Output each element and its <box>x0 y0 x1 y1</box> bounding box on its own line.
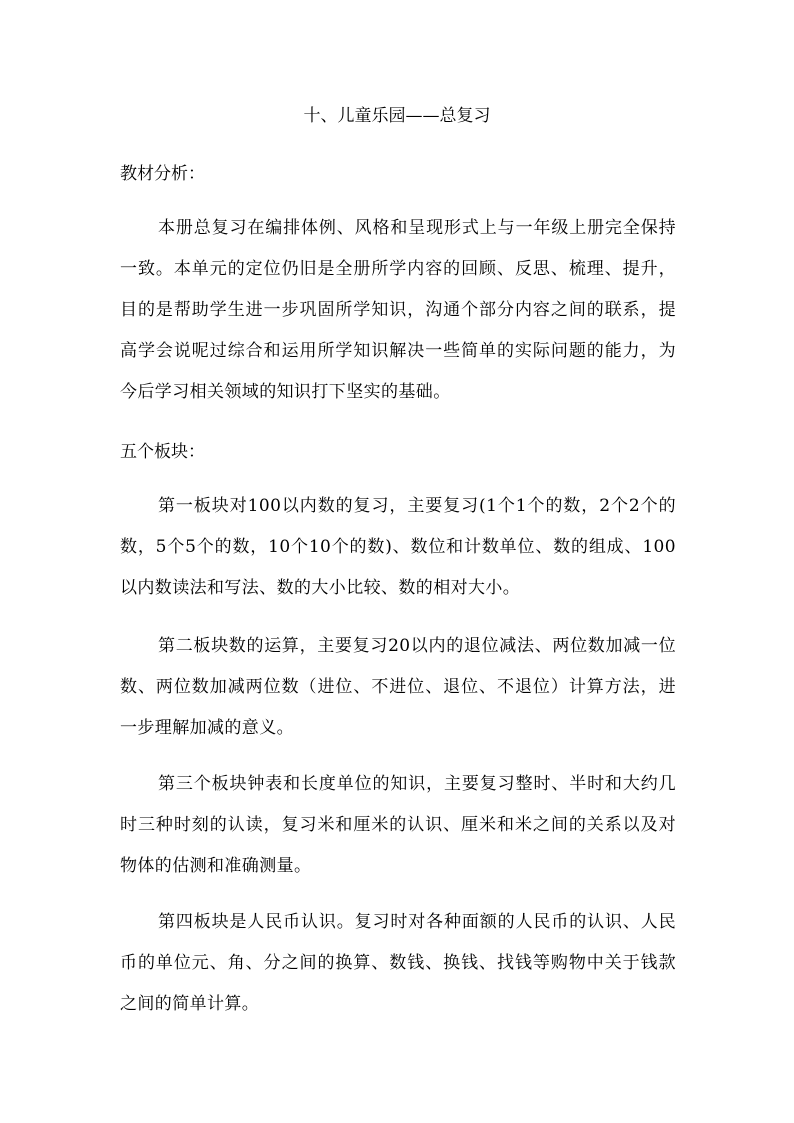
section-heading-analysis: 教材分析： <box>120 164 205 184</box>
block-paragraph-2: 第二板块数的运算，主要复习20以内的退位减法、两位数加减一位数、两位数加减两位数（进位、不进位、退位、不退位）计算方法，进一步理解加减的意义。 <box>120 636 676 738</box>
block-paragraph-4: 第四板块是人民币认识。复习时对各种面额的人民币的认识、人民币的单位元、角、分之间的换算、数钱、换钱、找钱等购物中关于钱款之间的简单计算。 <box>120 912 676 1014</box>
section-heading-five-blocks: 五个板块： <box>120 442 205 462</box>
analysis-paragraph: 本册总复习在编排体例、风格和呈现形式上与一年级上册完全保持一致。本单元的定位仍旧是全册所学内容的回顾、反思、梳理、提升，目的是帮助学生进一步巩固所学知识，沟通个部分内容之间的联系，提高学会说呢过综合和运用所学知识解决一些简单的实际问题的能力，为今后学习相关领域的知识打下坚实的基础。 <box>120 218 676 402</box>
page-title: 十、儿童乐园——总复习 <box>303 106 491 126</box>
block-paragraph-1: 第一板块对100以内数的复习，主要复习(1个1个的数，2个2个的数，5个5个的数，10个10个的数)、数位和计数单位、数的组成、100以内数读法和写法、数的大小比较、数的相对大小。 <box>120 496 676 598</box>
block-paragraph-3: 第三个板块钟表和长度单位的知识，主要复习整时、半时和大约几时三种时刻的认读，复习米和厘米的认识、厘米和米之间的关系以及对物体的估测和准确测量。 <box>120 774 676 876</box>
